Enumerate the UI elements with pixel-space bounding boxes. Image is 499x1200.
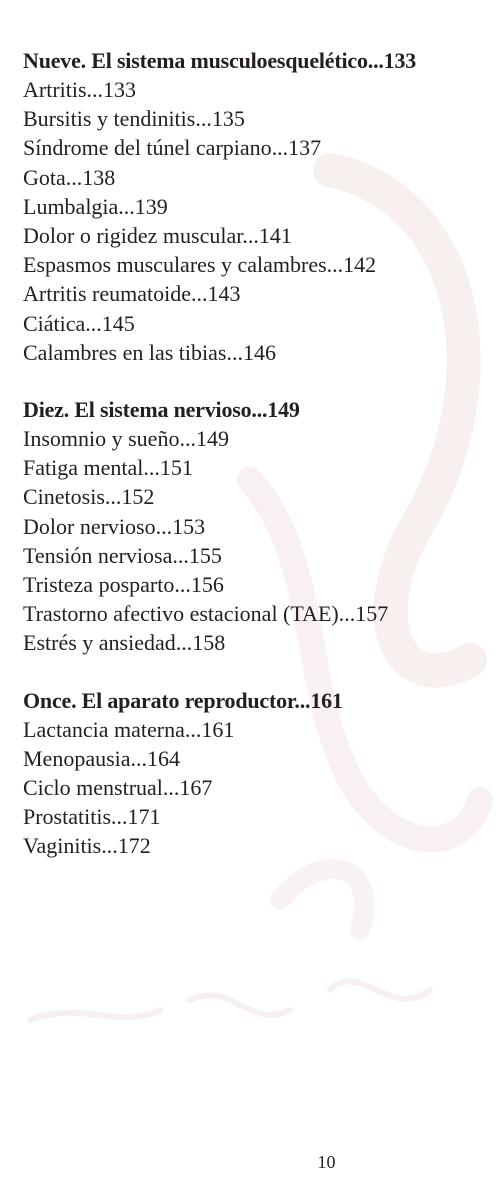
- toc-section: [23, 46, 493, 367]
- section-title: Once. El aparato reproductor...161: [23, 687, 343, 713]
- toc-entry: Artritis...133: [23, 77, 137, 102]
- toc-entry: Artritis reumatoide...143: [23, 281, 241, 307]
- toc-entry: Trastorno afectivo estacional (TAE)...157: [23, 601, 389, 627]
- toc-entry: Estrés y ansiedad...158: [23, 630, 226, 656]
- toc-entry: Fatiga mental...151: [23, 455, 193, 481]
- toc-entry: Dolor nervioso...153: [23, 513, 206, 539]
- toc-section: [23, 686, 493, 861]
- section-title: Nueve. El sistema musculoesquelético...133: [23, 48, 417, 73]
- toc-entry: Calambres en las tibias...146: [23, 339, 276, 365]
- toc-entry: Dolor o rigidez muscular...141: [23, 223, 292, 249]
- toc-entry: Ciclo menstrual...167: [23, 775, 213, 801]
- toc-entry: Lactancia materna...161: [23, 716, 235, 742]
- page-number: 10: [317, 1152, 336, 1172]
- toc-entry: Gota...138: [23, 164, 116, 190]
- toc-entry: Menopausia...164: [23, 745, 181, 771]
- toc-entry: Vaginitis...172: [23, 833, 151, 859]
- toc-entry: Espasmos musculares y calambres...142: [23, 252, 377, 278]
- toc-entry: Tristeza posparto...156: [23, 572, 224, 598]
- toc-entry: Síndrome del túnel carpiano...137: [23, 135, 322, 161]
- toc-entry: Lumbalgia...139: [23, 193, 168, 219]
- toc-entry: Tensión nerviosa...155: [23, 542, 222, 568]
- section-title: Diez. El sistema nervioso...149: [23, 397, 300, 423]
- toc-entry: Cinetosis...152: [23, 484, 155, 510]
- toc-entry: Prostatitis...171: [23, 804, 161, 830]
- toc-section: [23, 395, 493, 658]
- toc-entry: Ciática...145: [23, 310, 135, 336]
- table-of-contents: [23, 46, 493, 861]
- toc-entry: Insomnio y sueño...149: [23, 426, 229, 452]
- toc-entry: Bursitis y tendinitis...135: [23, 106, 245, 132]
